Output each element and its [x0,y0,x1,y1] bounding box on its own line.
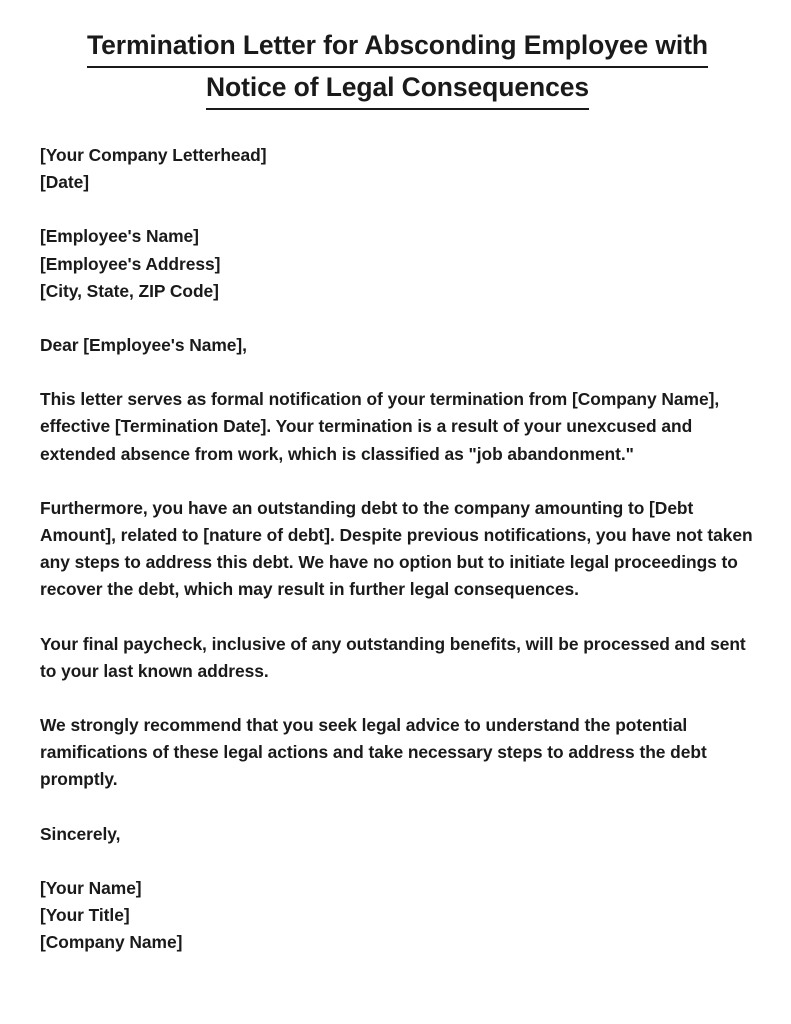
paragraph-legal-advice: We strongly recommend that you seek legal advice to understand the potential ramifications of these legal actions and take necessary steps to address the debt promptly. [40,715,707,790]
paragraph-final-paycheck: Your final paycheck, inclusive of any outstanding benefits, will be processed and sent to your last known address. [40,633,746,681]
signature-name-line: [Your Name] [40,877,142,898]
company-letterhead-line: [Your Company Letterhead] [40,145,267,165]
recipient-address-line: [Employee's Address] [40,253,221,274]
signature-title-line: [Your Title] [40,905,130,926]
letter-body [40,142,765,956]
recipient-city-state-zip-line: [City, State, ZIP Code] [40,280,219,301]
page-title-line-1: Termination Letter for Absconding Employee with [87,26,708,68]
recipient-name-line: [Employee's Name] [40,226,199,247]
closing: Sincerely, [40,823,121,844]
page-title [40,26,765,110]
salutation: Dear [Employee's Name], [40,335,247,356]
paragraph-outstanding-debt: Furthermore, you have an outstanding debt to the company amounting to [Debt Amount], related to [nature of debt]. Despite previous notifications, you have not taken any steps to address this debt. We have no option but to initiate legal proceedings to recover the debt, which may result in further legal consequences. [40,497,753,600]
signature-block [40,875,765,957]
recipient-block [40,223,765,305]
signature-company-line: [Company Name] [40,932,183,953]
letterhead-block [40,142,765,196]
date-line: [Date] [40,172,89,193]
page-title-line-2: Notice of Legal Consequences [206,68,589,110]
paragraph-termination-notice: This letter serves as formal notification of your termination from [Company Name], effective [Termination Date]. Your termination is a result of your unexcused and extended absence from work, which is classified as "job abandonment." [40,389,720,464]
